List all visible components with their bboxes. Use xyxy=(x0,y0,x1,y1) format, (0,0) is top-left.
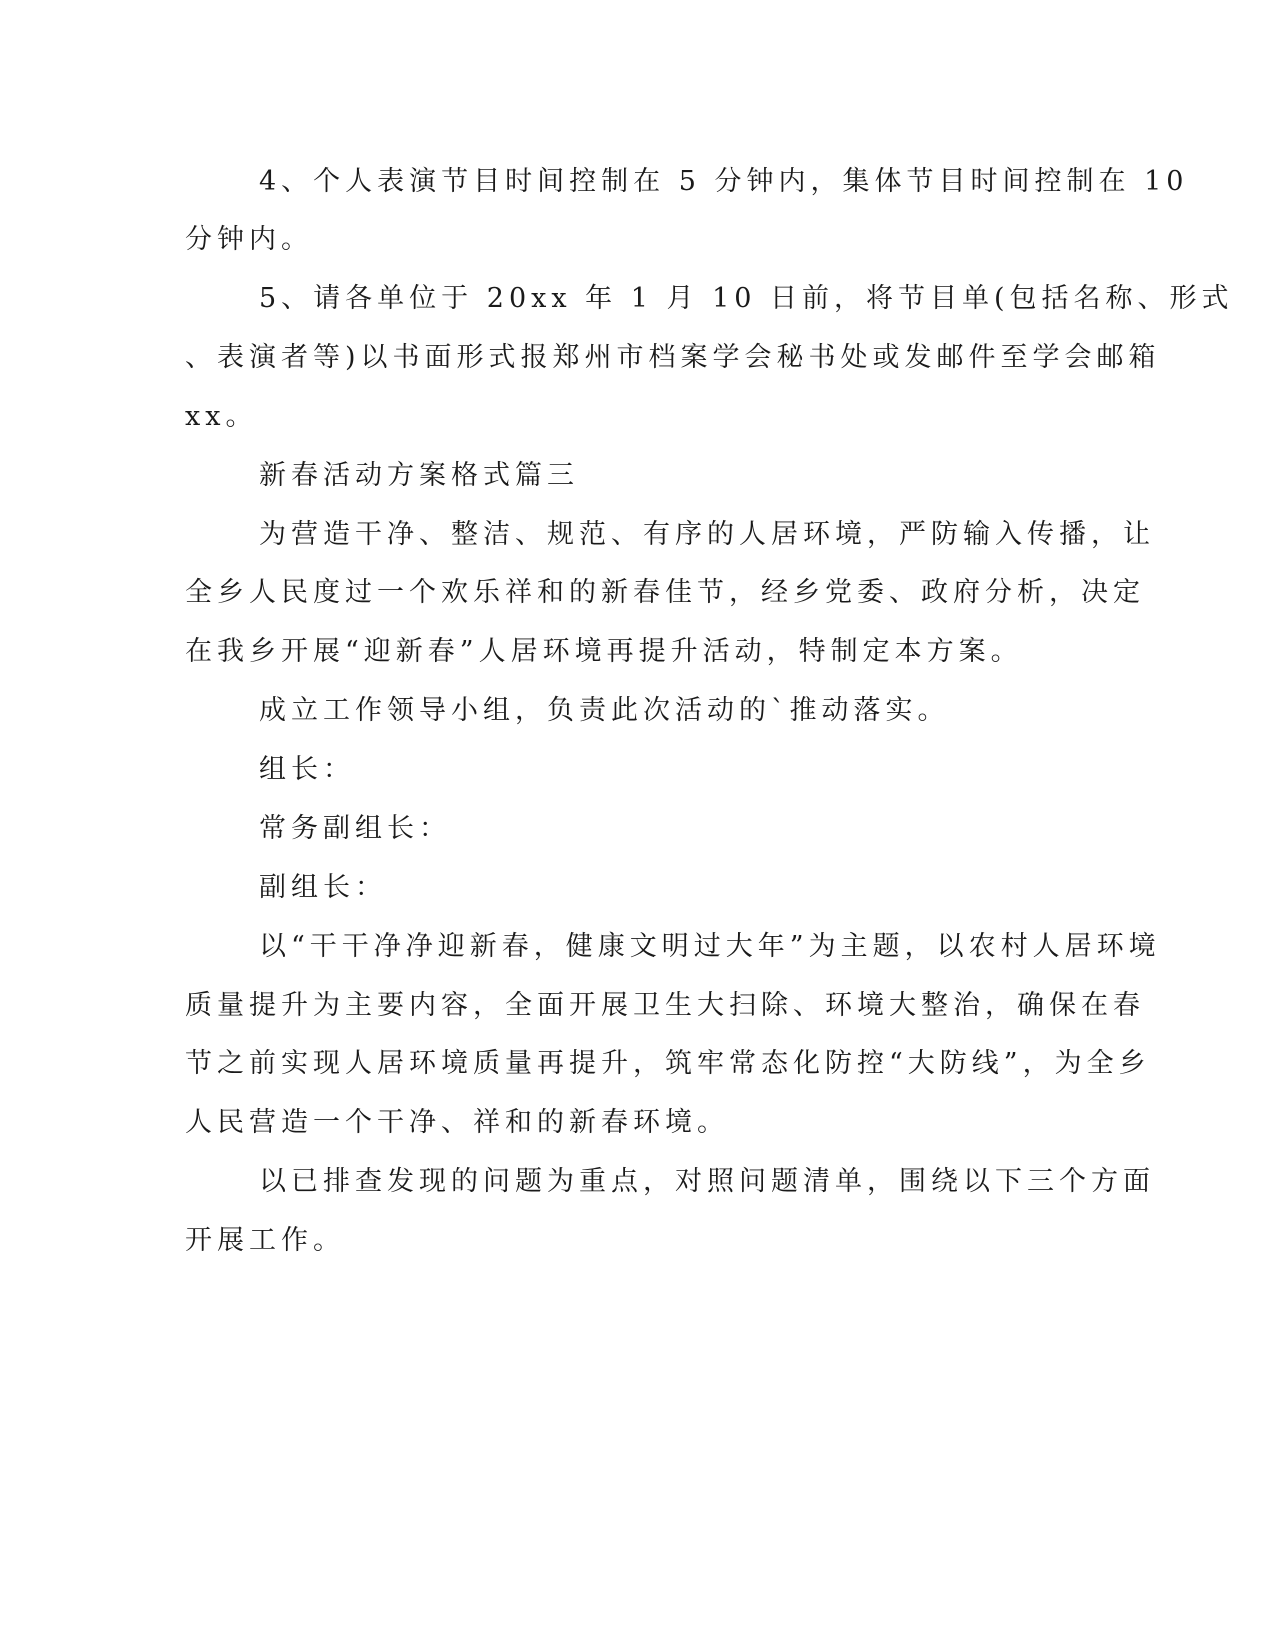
intro-line-3: 在我乡开展“迎新春”人居环境再提升活动，特制定本方案。 xyxy=(185,636,1023,667)
paragraph-4-line-1: 4、个人表演节目时间控制在 5 分钟内，集体节目时间控制在 10 xyxy=(259,166,1189,197)
paragraph-5-line-3: xx。 xyxy=(185,401,258,432)
intro-line-2: 全乡人民度过一个欢乐祥和的新春佳节，经乡党委、政府分析，决定 xyxy=(185,577,1145,608)
theme-line-1: 以“干干净净迎新春，健康文明过大年”为主题，以农村人居环境 xyxy=(259,931,1161,962)
paragraph-4-line-2: 分钟内。 xyxy=(185,224,313,255)
theme-line-4: 人民营造一个干净、祥和的新春环境。 xyxy=(185,1107,729,1138)
leadership-group-line: 成立工作领导小组，负责此次活动的`推动落实。 xyxy=(259,695,950,726)
theme-line-2: 质量提升为主要内容，全面开展卫生大扫除、环境大整治，确保在春 xyxy=(185,990,1145,1021)
group-leader-label: 组长： xyxy=(259,754,355,785)
paragraph-5-line-2: 、表演者等)以书面形式报郑州市档案学会秘书处或发邮件至学会邮箱 xyxy=(185,342,1161,373)
paragraph-5-line-1: 5、请各单位于 20xx 年 1 月 10 日前，将节目单(包括名称、形式 xyxy=(259,283,1234,314)
intro-line-1: 为营造干净、整洁、规范、有序的人居环境，严防输入传播，让 xyxy=(259,519,1155,550)
focus-line-2: 开展工作。 xyxy=(185,1225,345,1256)
theme-line-3: 节之前实现人居环境质量再提升，筑牢常态化防控“大防线”，为全乡 xyxy=(185,1048,1151,1079)
section-heading: 新春活动方案格式篇三 xyxy=(259,460,579,491)
focus-line-1: 以已排查发现的问题为重点，对照问题清单，围绕以下三个方面 xyxy=(259,1166,1155,1197)
executive-deputy-leader-label: 常务副组长： xyxy=(259,813,451,844)
deputy-leader-label: 副组长： xyxy=(259,872,387,903)
